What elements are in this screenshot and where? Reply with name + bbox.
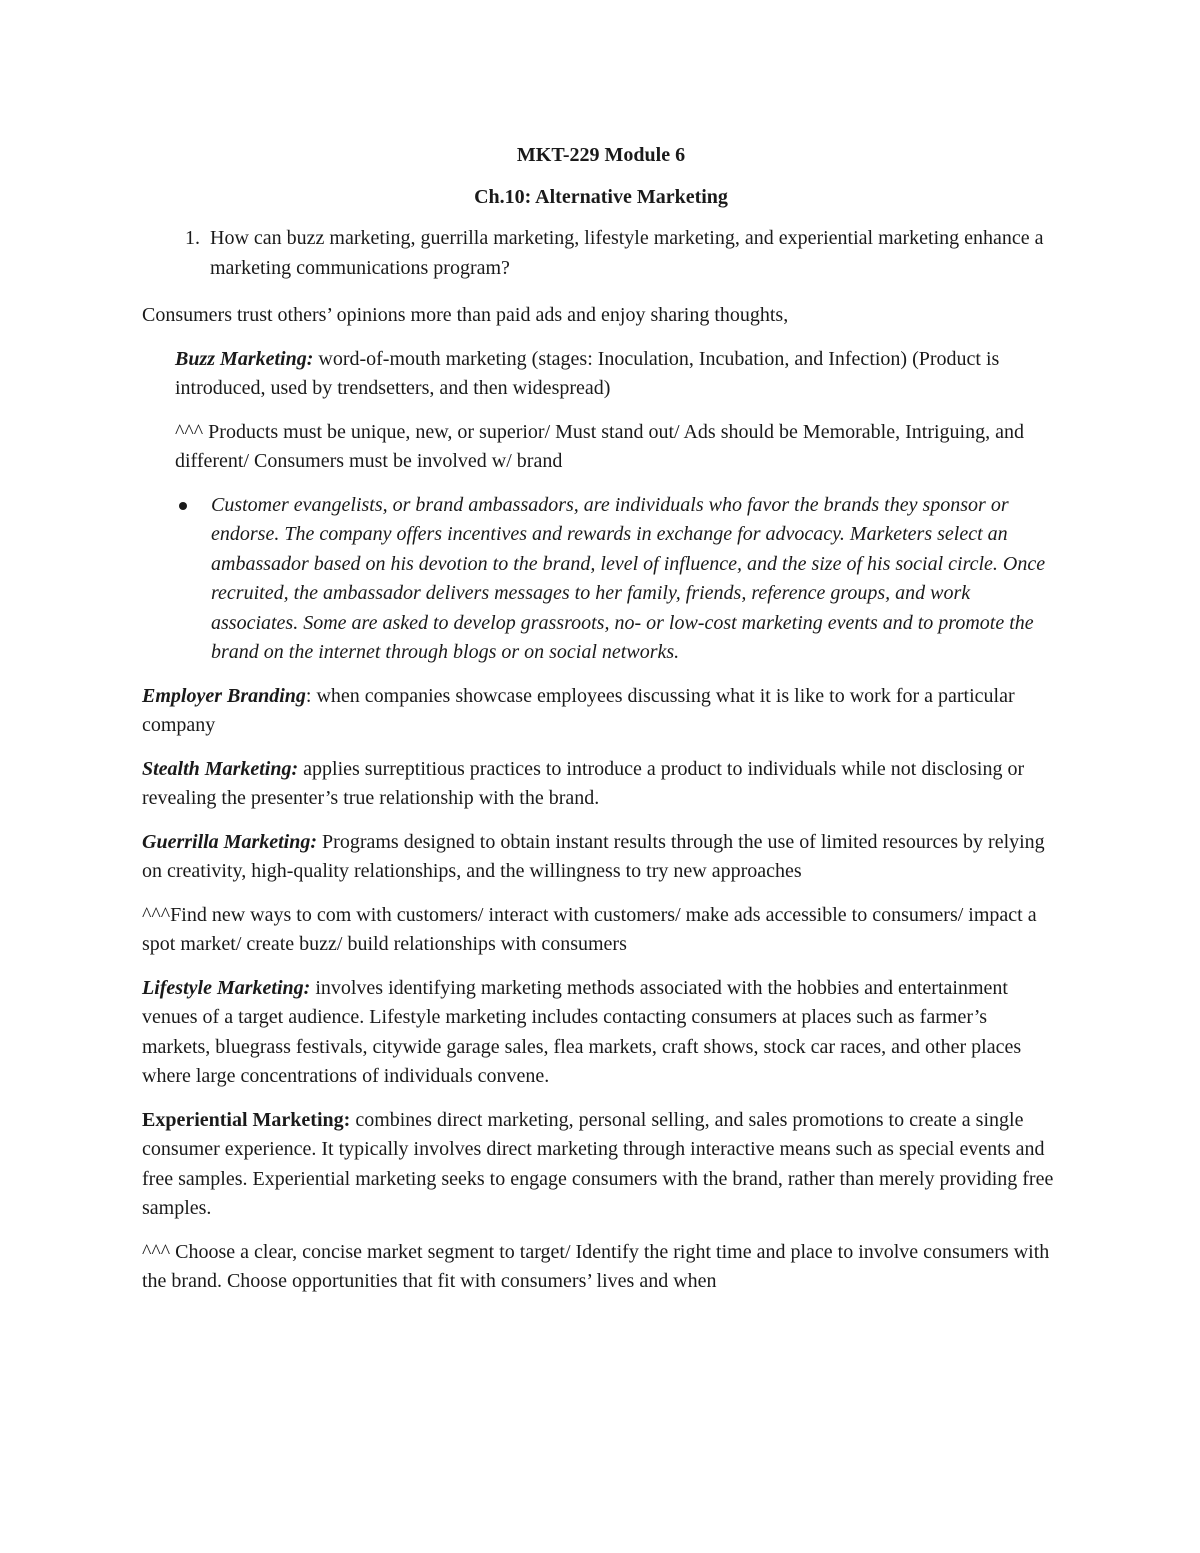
guerrilla-marketing-definition: Programs designed to obtain instant results through the use of limited resources by relying on creativity, high-quality relationships, and the willingness to try new approaches <box>142 830 1045 882</box>
buzz-marketing-term: Buzz Marketing: <box>175 347 314 370</box>
experiential-marketing-definition: combines direct marketing, personal selling, and sales promotions to create a single consumer experience. It typically involves direct marketing through interactive means such as special events and free samples. Experiential marketing seeks to engage consumers with the brand, rather than merely providing free samples. <box>142 1108 1054 1219</box>
stealth-marketing-term: Stealth Marketing: <box>142 757 299 780</box>
question-item <box>142 224 1060 283</box>
lifestyle-marketing-paragraph <box>142 974 1060 1092</box>
experiential-marketing-note: ^^^ Choose a clear, concise market segment to target/ Identify the right time and place to involve consumers with the brand. Choose opportunities that fit with consumers’ lives and when <box>142 1240 1050 1292</box>
document-body <box>142 141 1060 1297</box>
stealth-marketing-paragraph <box>142 755 1060 814</box>
guerrilla-marketing-term: Guerrilla Marketing: <box>142 830 318 853</box>
chapter-heading: Ch.10: Alternative Marketing <box>474 185 728 208</box>
employer-branding-paragraph <box>142 682 1060 741</box>
employer-branding-term: Employer Branding <box>142 684 306 707</box>
experiential-marketing-term: Experiential Marketing: <box>142 1108 351 1131</box>
bullet-list-item <box>142 491 1060 668</box>
lifestyle-marketing-definition: involves identifying marketing methods associated with the hobbies and entertainment venues of a target audience. Lifestyle marketing includes contacting consumers at places such as farmer’s markets, bluegrass festivals, citywide garage sales, flea markets, craft shows, stock car races, and other places where large concentrations of individuals convene. <box>142 976 1022 1087</box>
question-text: How can buzz marketing, guerrilla marketing, lifestyle marketing, and experiential marketing enhance a marketing communications program? <box>210 227 1044 279</box>
intro-paragraph: Consumers trust others’ opinions more than paid ads and enjoy sharing thoughts, <box>142 304 789 326</box>
guerrilla-marketing-paragraph <box>142 828 1060 887</box>
buzz-marketing-definition: word-of-mouth marketing (stages: Inoculation, Incubation, and Infection) (Product is introduced, used by trendsetters, and then widespread) <box>175 347 1000 399</box>
experiential-marketing-paragraph <box>142 1106 1060 1224</box>
lifestyle-marketing-term: Lifestyle Marketing: <box>142 976 311 999</box>
guerrilla-marketing-note: ^^^Find new ways to com with customers/ interact with customers/ make ads accessible to consumers/ impact a spot market/ create buzz/ build relationships with consumers <box>142 903 1037 955</box>
buzz-marketing-note: ^^^ Products must be unique, new, or superior/ Must stand out/ Ads should be Memorable, Intriguing, and different/ Consumers must be involved w/ brand <box>175 420 1024 472</box>
question-number: 1. <box>185 227 200 249</box>
bullet-text: Customer evangelists, or brand ambassadors, are individuals who favor the brands they sponsor or endorse. The company offers incentives and rewards in exchange for advocacy. Marketers select an ambassador based on his devotion to the brand, level of influence, and the size of his social circle. Once recruited, the ambassador delivers messages to her family, friends, reference groups, and work associates. Some are asked to develop grassroots, no- or low-cost marketing events and to promote the brand on the internet through blogs or on social networks. <box>211 493 1046 663</box>
employer-branding-definition: : when companies showcase employees discussing what it is like to work for a particular company <box>142 684 1015 736</box>
stealth-marketing-definition: applies surreptitious practices to introduce a product to individuals while not disclosing or revealing the presenter’s true relationship with the brand. <box>142 757 1025 809</box>
document-title: MKT-229 Module 6 <box>516 144 686 166</box>
buzz-marketing-paragraph <box>142 345 1060 404</box>
bullet-icon <box>179 502 187 510</box>
